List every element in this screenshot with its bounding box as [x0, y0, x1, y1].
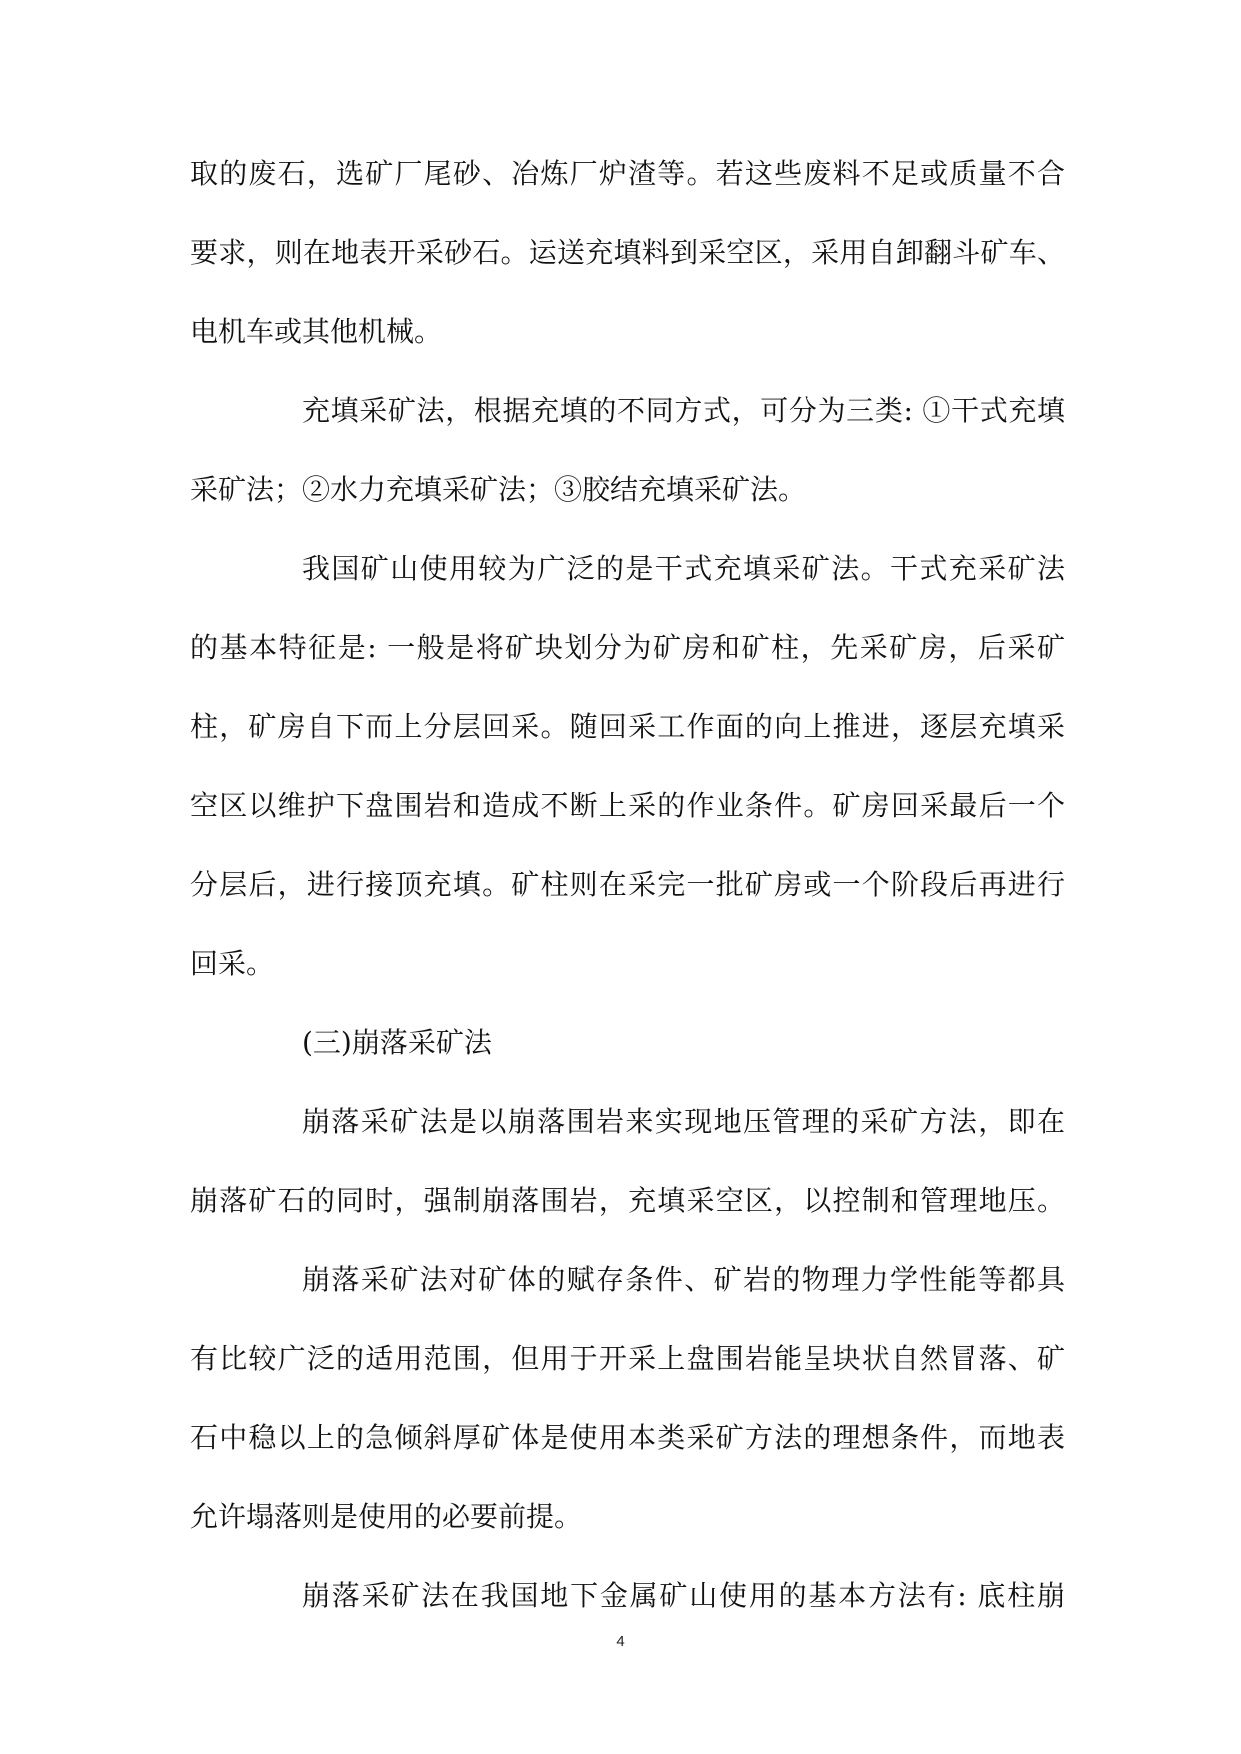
text-line: 的基本特征是: 一般是将矿块划分为矿房和矿柱，先采矿房，后采矿 [190, 631, 1065, 664]
text-line: 崩落采矿法在我国地下金属矿山使用的基本方法有: 底柱崩 [302, 1579, 1065, 1612]
text-line: 石中稳以上的急倾斜厚矿体是使用本类采矿方法的理想条件，而地表 [190, 1421, 1065, 1454]
text-line: 采矿法；②水力充填采矿法；③胶结充填采矿法。 [190, 473, 807, 506]
text-line: 崩落采矿法对矿体的赋存条件、矿岩的物理力学性能等都具 [302, 1263, 1065, 1296]
text-line: 空区以维护下盘围岩和造成不断上采的作业条件。矿房回采最后一个 [190, 789, 1065, 822]
text-line: 崩落矿石的同时，强制崩落围岩，充填采空区，以控制和管理地压。 [190, 1184, 1065, 1217]
text-line: 取的废石，选矿厂尾砂、冶炼厂炉渣等。若这些废料不足或质量不合 [190, 157, 1065, 190]
text-line: 要求，则在地表开采砂石。运送充填料到采空区，采用自卸翻斗矿车、 [190, 236, 1065, 269]
text-line: 柱，矿房自下而上分层回采。随回采工作面的向上推进，逐层充填采 [190, 710, 1065, 743]
text-line: 我国矿山使用较为广泛的是干式充填采矿法。干式充采矿法 [302, 552, 1065, 585]
text-line: 回采。 [190, 947, 275, 980]
body-text [190, 140, 1065, 1641]
page-number: 4 [616, 1633, 625, 1650]
text-line: 崩落采矿法是以崩落围岩来实现地压管理的采矿方法，即在 [302, 1105, 1065, 1138]
text-line: 允许塌落则是使用的必要前提。 [190, 1500, 583, 1533]
text-line: 分层后，进行接顶充填。矿柱则在采完一批矿房或一个阶段后再进行 [190, 868, 1065, 901]
text-line: (三)崩落采矿法 [302, 1026, 492, 1059]
text-line: 有比较广泛的适用范围，但用于开采上盘围岩能呈块状自然冒落、矿 [190, 1342, 1065, 1375]
text-line: 充填采矿法，根据充填的不同方式，可分为三类: ①干式充填 [302, 394, 1065, 427]
text-line: 电机车或其他机械。 [190, 315, 443, 348]
